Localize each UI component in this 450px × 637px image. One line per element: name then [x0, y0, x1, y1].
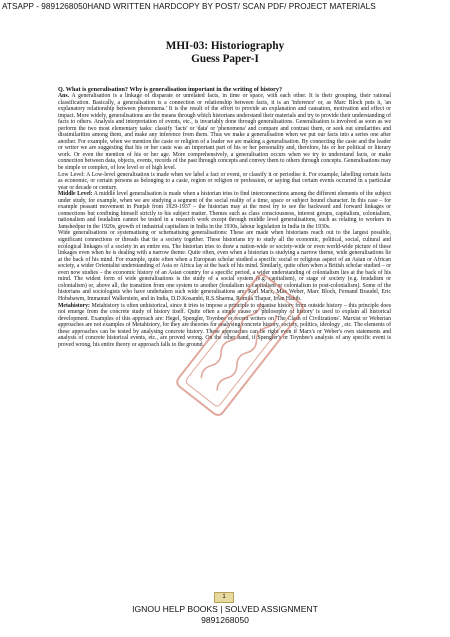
page-number: 1	[214, 592, 234, 603]
metahistory-text: Metahistory is often unhistorical, since it tries to impose a principle to organise history from outside history – this principle does not emerge from the concrete study of history itself. Quite often a single cause or 'philosophy of history' is used to explain all historical development. Examples of this approach are: Hegel, Spengler, Toynbee or recent writers on 'The Clash of Civilizations'. Marxist or Weberian approaches are not examples of Metahistory, for they are theories for analysing concrete history, society, politics, ideology , etc. The elements of these approaches can be tested by analysing concrete history. These approaches can be right even if Marx's or Weber's own statements and analysis of concrete historical events, etc., are proved wrong. On the other hand, if Spengler's or Toynbee's analysis of any specific event is proved wrong, his entire theory or approach falls to the ground.	[58, 302, 391, 348]
course-title: MHI-03: Historiography	[165, 40, 285, 52]
wide-generalisation-paragraph: Wide generalisations or systematising or schematising generalisations: These are made when historians reach out to the largest possible, significant connections or threads that tie a society together. These historians try to study all the economic, political, social, cultural and ecological linkages of a society in an entire era. The historian tries to draw a nation-wide or society-wide or even world-wide picture of these linkages even when he is dealing with a narrow theme. Quite often, even when a historian is studying a narrow theme, wide generalisations lie at the back of his mind. For example, quite often when a European scholar studied a specific social or religious aspect of an Asian or African society, a wider Orientalist understanding of Asia or Africa lay at the back of his mind. Similarly, quite often when a British scholar studied – or even now studies – the economic history of an Asian country for a specific period, a wider understanding of colonialism lies at the back of his mind. The widest form of wide generalisations is the study of a social system (e.g. capitalism), or stage of society (e.g. feudalism or colonialism) or, above all, the transition from one system to another (feudalism to capitalism or colonialism to post-colonialism). Some of the historians and sociologists who have undertaken such wide generalisations are: Karl Marx, Max Weber, Marc Bloch, Fernand Braudel, Eric Hobsbawm, Immanuel Wallerstein, and in India, D.D.Kosambi, R.S.Sharma, Romila Thapar, Irfan Habib.	[58, 230, 391, 302]
top-banner: ATSAPP - 9891268050HAND WRITTEN HARDCOPY BY POST/ SCAN PDF/ PROJECT MATERIALS	[2, 2, 376, 11]
metahistory-paragraph	[58, 303, 391, 349]
middle-level-label: Middle Level:	[58, 191, 93, 198]
middle-level-text: A middle level generalisation is made when a historian tries to find interconnections among the different elements of the subject under study, for example, when we are studying a segment of the social reality of a time, space or subject bound character. In this case – for example peasant movement in Punjab from 1929-1937 – the historian may at the most try to see the backward and forward linkages or connections but confining himself strictly to his subject matter. Themes such as class consciousness, interest groups, capitalism, colonialism, nationalism and feudalism cannot be tested in a research work except through middle level generalisations, such as relating to workers in Jamshedpur in the 1920s, growth of industrial capitalism in India in the 1930s, labour legislation in India in the 1930s.	[58, 191, 391, 230]
paper-title: Guess Paper-I	[191, 53, 259, 65]
question-heading: Q. What is generalisation? Why is generalisation important in the writing of history?	[58, 86, 283, 93]
metahistory-label: Metahistory:	[58, 302, 90, 309]
page-header	[0, 40, 450, 66]
footer-phone: 9891268050	[201, 614, 249, 625]
answer-text: A generalisation is a linkage of disparate or unrelated facts, in time or space, with each other. It is their grouping, their rational classification. Basically, a generalisation is a connection or relationship between facts, it is an 'inference' or, as Marc Bloch puts it, 'an explanatory relationship between phenomena.' It is the result of the effort to provide an explanation and causation, motivation and effect or impact. More widely, generalisations are the means through which historians understand their materials and try to provide their understanding of facts to others. Analysis and interpretation of events, etc., is invariably done through generalisations. Generalisation is involved as soon as we perform the two most elementary tasks: classify 'facts' or 'data' or 'phenomena' and compare and contrast them, or seek out similarities and dissimilarities among them, and make any inference from them. Thus we make a generalisation when we put our facts into a series one after another. For example, when we mention the caste or religion of a leader we are making a generalisation. By connecting the caste and the leader or writer we are suggesting that his or her caste was an important part of his or her personality and, therefore, his or her political or literary work. Or even the mention of his or her age. More comprehensively, a generalisation occurs when we try to understand facts, or make connection between data, objects, events, records of the past through concepts and convey them to others through concepts. Generalisations may be simple or complex, of low level or of high level.	[58, 93, 391, 172]
footer	[0, 604, 450, 625]
answer-paragraph	[58, 93, 391, 172]
low-level-paragraph: Low Level: A Low-level generalisation is made when we label a fact or event, or classify it or periodise it. For example, labelling certain facts as economic, or certain persons as belonging to a caste, region or religion or profession, or saying that certain events occurred in a particular year or decade or century.	[58, 171, 391, 191]
middle-level-paragraph	[58, 191, 391, 230]
answer-label: Ans.	[58, 93, 70, 99]
document-body	[58, 86, 391, 556]
footer-line-1: IGNOU HELP BOOKS | SOLVED ASSIGNMENT	[132, 604, 318, 614]
